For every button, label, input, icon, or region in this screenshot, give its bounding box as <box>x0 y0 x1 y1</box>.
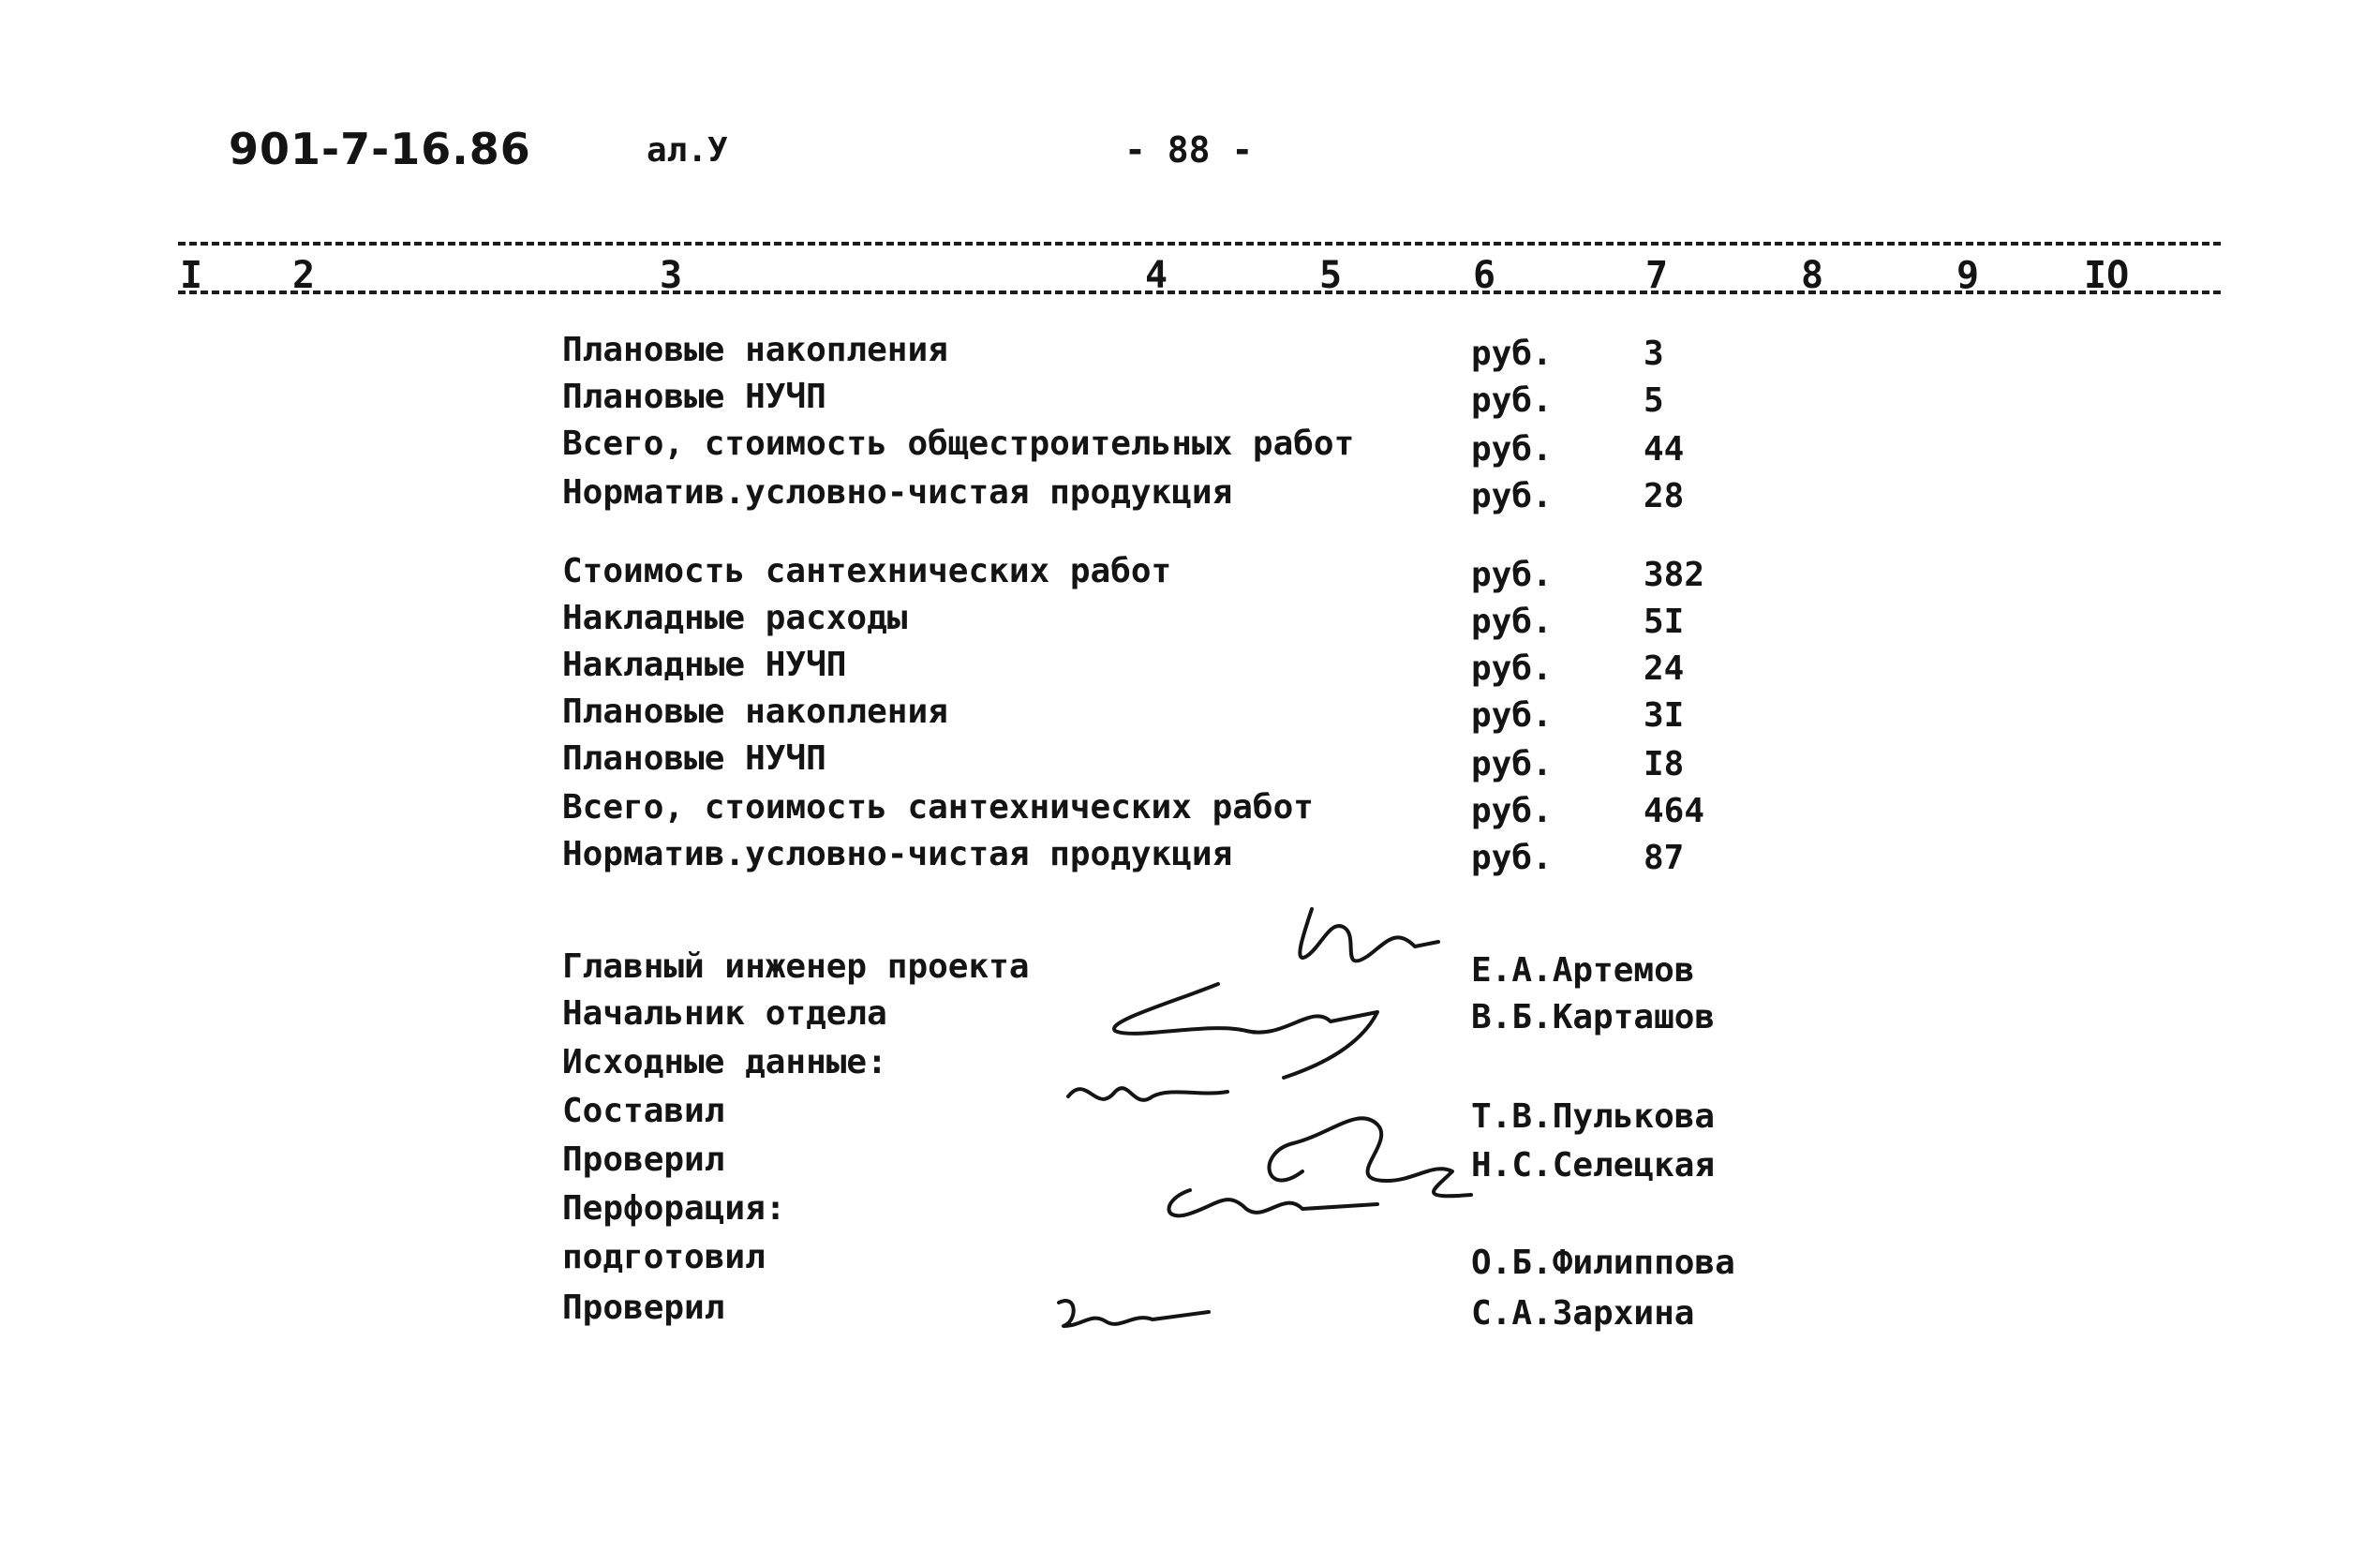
column-header-1: I <box>180 254 203 297</box>
row-label: Всего, стоимость общестроительных работ <box>562 425 1355 463</box>
document-code: 901-7-16.86 <box>229 124 531 174</box>
row-unit: руб. <box>1471 381 1553 420</box>
sheet-label: ал.У <box>647 131 728 170</box>
page-number: - 88 - <box>1124 129 1254 171</box>
signatory-name: Е.А.Артемов <box>1471 951 1695 990</box>
table-header-rule <box>178 291 2221 294</box>
row-unit: руб. <box>1471 556 1553 594</box>
signature-role: Начальник отдела <box>562 994 887 1033</box>
row-unit: руб. <box>1471 603 1553 641</box>
signature-role: Перфорация: <box>562 1189 786 1228</box>
row-label: Плановые НУЧП <box>562 378 826 416</box>
signatory-name: Т.В.Пулькова <box>1471 1097 1716 1136</box>
signatory-name: Н.С.Селецкая <box>1471 1146 1716 1185</box>
column-header-2: 2 <box>292 254 316 297</box>
row-label: Норматив.условно-чистая продукция <box>562 835 1233 873</box>
row-value: 5 <box>1644 381 1664 420</box>
column-header-10: IO <box>2084 254 2130 297</box>
row-value: 3 <box>1644 335 1664 373</box>
signature-zarkhina-scribble <box>1049 1284 1218 1349</box>
row-label: Стоимость сантехнических работ <box>562 552 1172 590</box>
row-value: 44 <box>1644 430 1685 469</box>
row-value: 3I <box>1644 696 1685 735</box>
column-header-4: 4 <box>1145 254 1168 297</box>
signatory-name: В.Б.Карташов <box>1471 998 1716 1036</box>
row-label: Плановые НУЧП <box>562 739 826 778</box>
signature-role: Главный инженер проекта <box>562 947 1030 986</box>
row-label: Плановые накопления <box>562 693 948 731</box>
column-header-6: 6 <box>1473 254 1496 297</box>
row-unit: руб. <box>1471 477 1553 515</box>
column-header-5: 5 <box>1319 254 1343 297</box>
row-value: 382 <box>1644 556 1705 594</box>
row-unit: руб. <box>1471 792 1553 830</box>
signature-filippova-scribble <box>1153 1171 1387 1237</box>
row-value: 87 <box>1644 839 1685 877</box>
row-label: Норматив.условно-чистая продукция <box>562 473 1233 512</box>
column-header-7: 7 <box>1645 254 1669 297</box>
table-top-rule <box>178 242 2221 246</box>
signature-role: Проверил <box>562 1140 725 1179</box>
row-unit: руб. <box>1471 696 1553 735</box>
row-value: 464 <box>1644 792 1705 830</box>
row-unit: руб. <box>1471 745 1553 783</box>
signature-role: подготовил <box>562 1238 766 1276</box>
column-header-3: 3 <box>660 254 683 297</box>
row-unit: руб. <box>1471 839 1553 877</box>
row-label: Плановые накопления <box>562 331 948 369</box>
column-header-9: 9 <box>1956 254 1980 297</box>
row-value: I8 <box>1644 745 1685 783</box>
row-unit: руб. <box>1471 649 1553 688</box>
signature-role: Составил <box>562 1092 725 1130</box>
column-header-8: 8 <box>1801 254 1824 297</box>
signatory-name: С.А.Зархина <box>1471 1294 1695 1333</box>
row-label: Накладные расходы <box>562 599 908 637</box>
signature-pulkova-scribble <box>1059 1068 1246 1134</box>
row-unit: руб. <box>1471 335 1553 373</box>
signatory-name: О.Б.Филиппова <box>1471 1244 1735 1282</box>
row-value: 28 <box>1644 477 1685 515</box>
row-value: 24 <box>1644 649 1685 688</box>
row-label: Всего, стоимость сантехнических работ <box>562 788 1314 827</box>
row-unit: руб. <box>1471 430 1553 469</box>
signature-role: Исходные данные: <box>562 1043 887 1081</box>
row-value: 5I <box>1644 603 1685 641</box>
row-label: Накладные НУЧП <box>562 646 847 684</box>
signature-role: Проверил <box>562 1289 725 1327</box>
